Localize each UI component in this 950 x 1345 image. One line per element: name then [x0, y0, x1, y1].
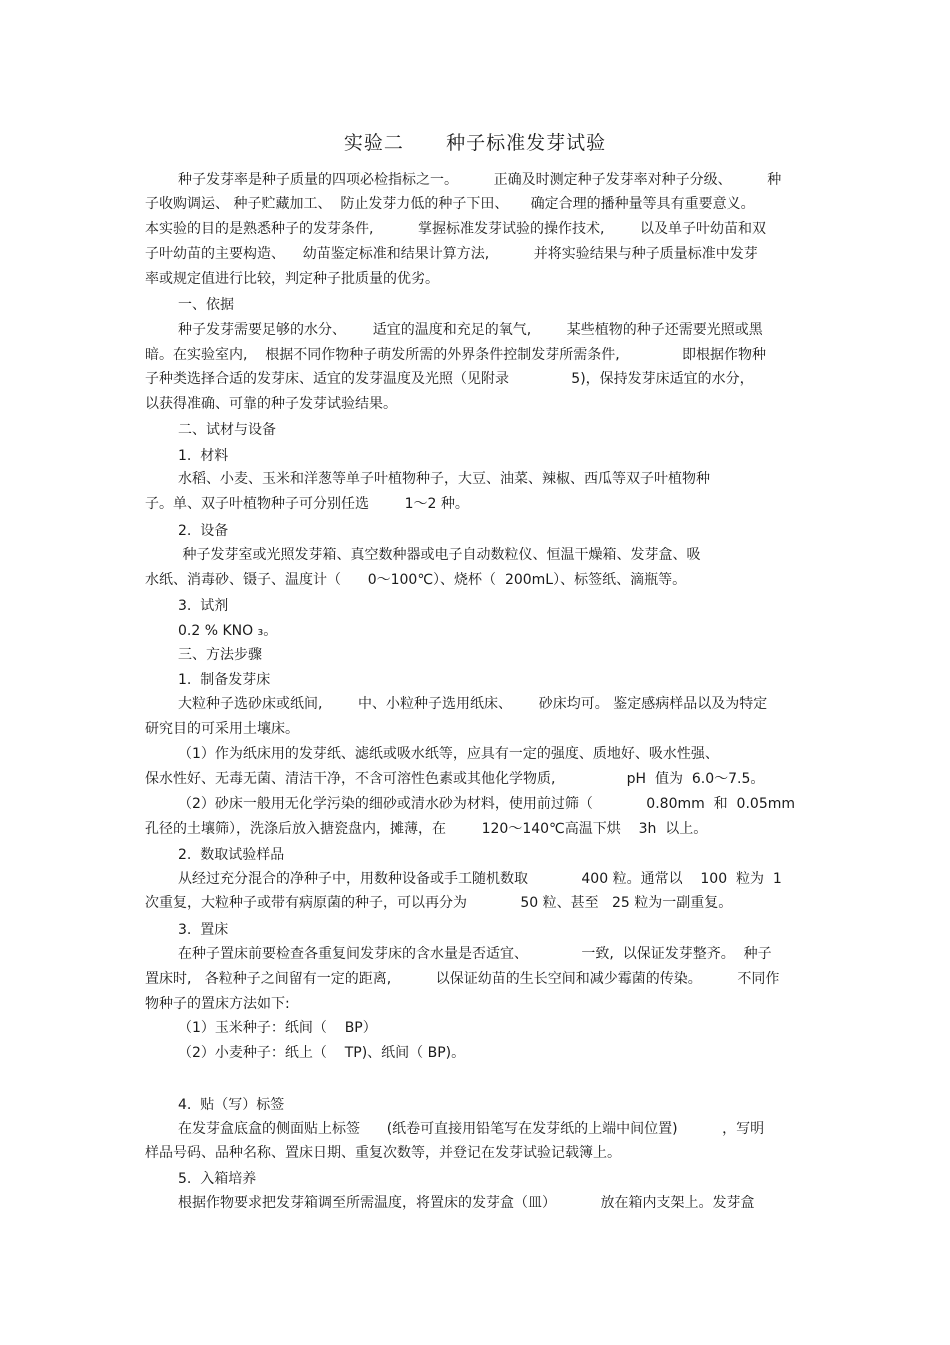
page-title: 实验二 种子标准发芽试验 — [343, 132, 607, 154]
text-line: 水稻、小麦、玉米和洋葱等单子叶植物种子，大豆、油菜、辣椒、西瓜等双子叶植物种 — [178, 471, 710, 487]
subsection-heading: 1. 材料 — [178, 448, 229, 464]
subsection-heading: 2. 数取试验样品 — [178, 847, 285, 863]
text-line: 子叶幼苗的主要构造、 幼苗鉴定标准和结果计算方法, 并将实验结果与种子质量标准中发芽 — [145, 246, 758, 262]
subsection-heading: 5. 入箱培养 — [178, 1171, 257, 1187]
text-line: （1）玉米种子：纸间（ BP） — [178, 1020, 377, 1036]
text-line: 子收购调运、 种子贮藏加工、 防止发芽力低的种子下田、 确定合理的播种量等具有重要意义。 — [145, 196, 755, 212]
text-line: （2）砂床一般用无化学污染的细砂或清水砂为材料，使用前过筛（ 0.80mm 和 0.05mm — [178, 796, 796, 812]
text-line: 暗。在实验室内, 根据不同作物种子萌发所需的外界条件控制发芽所需条件, 即根据作物种 — [145, 347, 767, 363]
text-line: 子种类选择合适的发芽床、适宜的发芽温度及光照（见附录 5)，保持发芽床适宜的水分， — [145, 371, 754, 387]
text-line: （1）作为纸床用的发芽纸、滤纸或吸水纸等，应具有一定的强度、质地好、吸水性强、 — [178, 746, 719, 762]
subsection-heading: 1. 制备发芽床 — [178, 672, 271, 688]
text-line: 子。单、双子叶植物种子可分别任选 1～2 种。 — [145, 496, 469, 512]
text-line: 从经过充分混合的净种子中，用数种设备或手工随机数取 400 粒。通常以 100 粒为 1 — [178, 871, 782, 887]
text-line: 保水性好、无毒无菌、清洁干净，不含可溶性色素或其他化学物质, pH 值为 6.0～7.5。 — [145, 771, 765, 787]
text-line: 孔径的土壤筛），洗涤后放入搪瓷盘内，摊薄，在 120～140℃高温下烘 3h 以上。 — [145, 821, 708, 837]
section-heading: 二、试材与设备 — [178, 422, 276, 438]
text-line: 本实验的目的是熟悉种子的发芽条件, 掌握标准发芽试验的操作技术, 以及单子叶幼苗和双 — [145, 221, 767, 237]
text-line: 根据作物要求把发芽箱调至所需温度，将置床的发芽盒（皿） 放在箱内支架上。发芽盒 — [178, 1195, 755, 1211]
subsection-heading: 3. 试剂 — [178, 598, 229, 614]
text-line: 在发芽盒底盒的侧面贴上标签 (纸卷可直接用铅笔写在发芽纸的上端中间位置) ，写明 — [178, 1121, 765, 1137]
text-line: 率或规定值进行比较，判定种子批质量的优劣。 — [145, 271, 439, 287]
text-line: 在种子置床前要检查各重复间发芽床的含水量是否适宜、 一致, 以保证发芽整齐。 种子 — [178, 946, 772, 962]
text-line: 样品号码、品种名称、置床日期、重复次数等，并登记在发芽试验记载簿上。 — [145, 1145, 621, 1161]
text-line: 研究目的可采用土壤床。 — [145, 721, 299, 737]
text-line: 水纸、消毒砂、镊子、温度计（ 0～100℃）、烧杯（ 200mL）、标签纸、滴瓶等。 — [145, 572, 687, 588]
text-line: 置床时, 各粒种子之间留有一定的距离, 以保证幼苗的生长空间和减少霉菌的传染。 不同作 — [145, 971, 780, 987]
text-line: 种子发芽需要足够的水分、 适宜的温度和充足的氧气, 某些植物的种子还需要光照或黑 — [178, 322, 763, 338]
section-heading: 一、依据 — [178, 297, 234, 313]
subsection-heading: 3. 置床 — [178, 922, 229, 938]
text-line: 种子发芽率是种子质量的四项必检指标之一。 正确及时测定种子发芽率对种子分级、 种 — [178, 172, 782, 188]
text-line: 种子发芽室或光照发芽箱、真空数种器或电子自动数粒仪、恒温干燥箱、发芽盒、吸 — [178, 547, 701, 563]
text-line: 0.2 % KNO ₃。 — [178, 623, 278, 639]
subsection-heading: 4. 贴（写）标签 — [178, 1097, 285, 1113]
text-line: 大粒种子选砂床或纸间, 中、小粒种子选用纸床、 砂床均可。 鉴定感病样品以及为特定 — [178, 696, 768, 712]
text-line: 以获得准确、可靠的种子发芽试验结果。 — [145, 396, 397, 412]
section-heading: 三、方法步骤 — [178, 647, 262, 663]
text-line: 物种子的置床方法如下: — [145, 996, 290, 1012]
text-line: 次重复，大粒种子或带有病原菌的种子，可以再分为 50 粒、甚至 25 粒为一副重复。 — [145, 895, 733, 911]
subsection-heading: 2. 设备 — [178, 523, 229, 539]
text-line: （2）小麦种子：纸上（ TP)、纸间（ BP)。 — [178, 1045, 466, 1061]
